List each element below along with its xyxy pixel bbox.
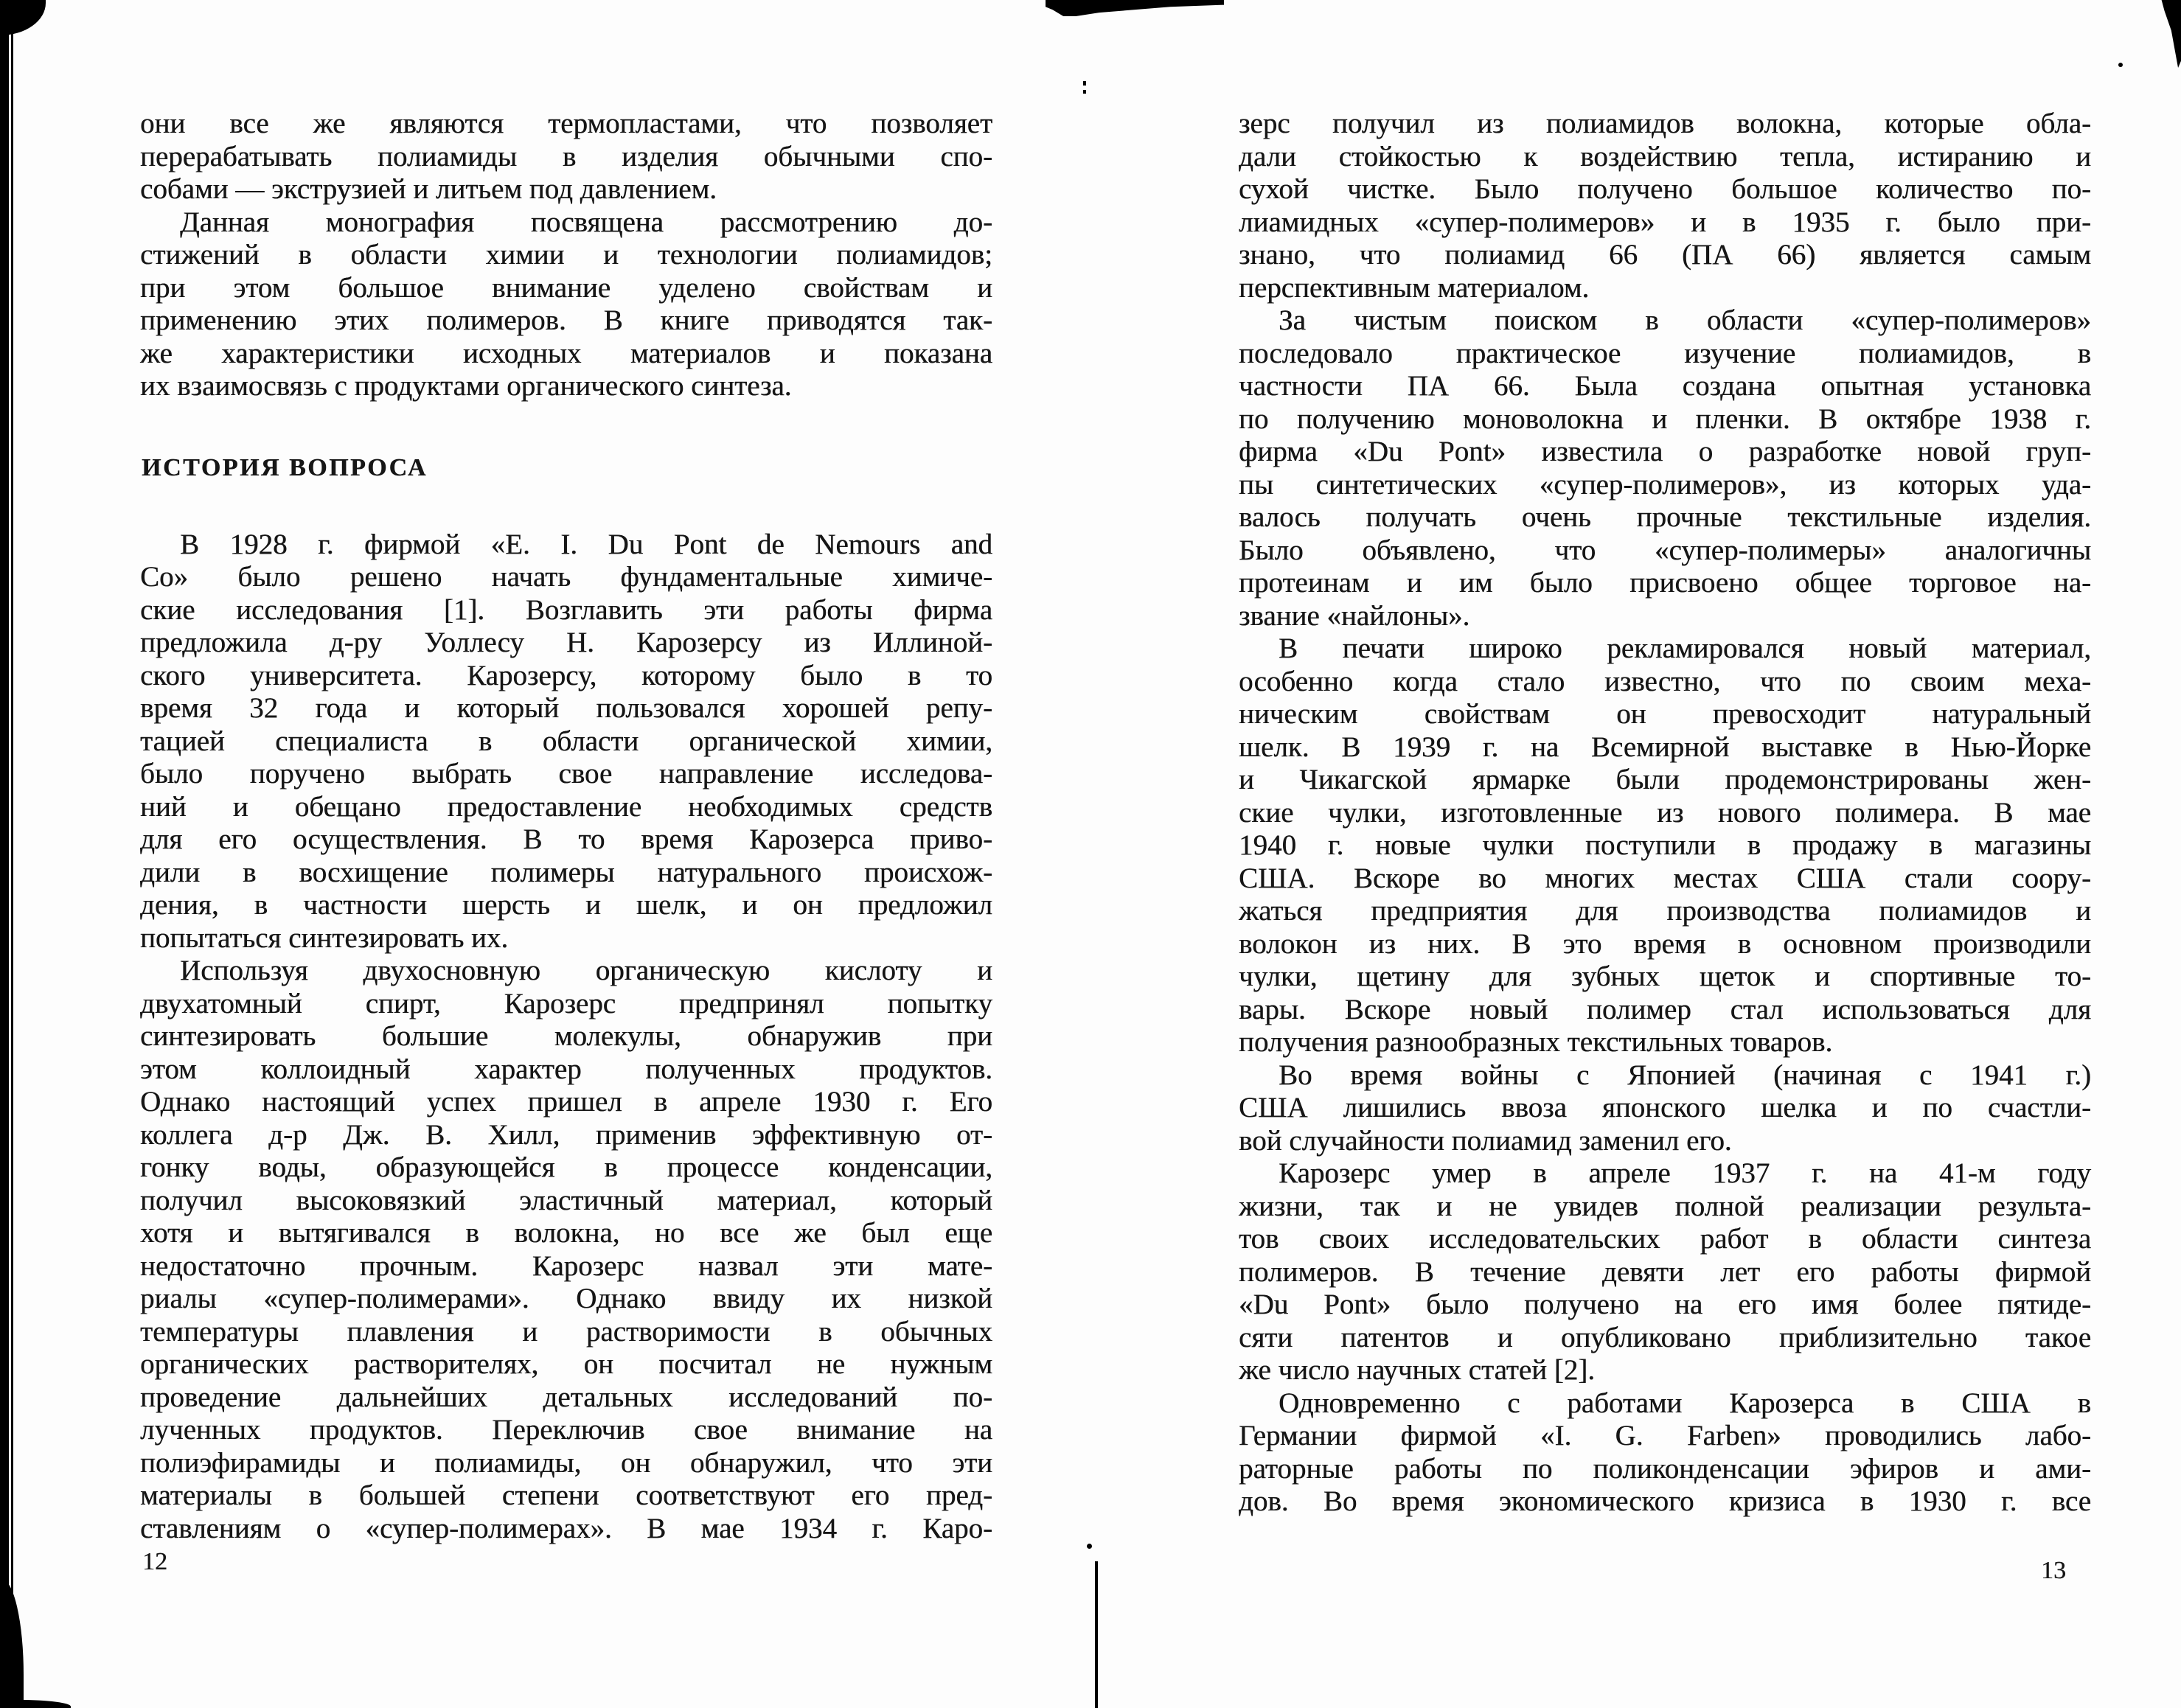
page-gutter-shadow-top [1046, 0, 1224, 16]
text-line: дали стойкостью к воздействию тепла, истиранию и [1239, 140, 2091, 172]
text-line: тацией специалиста в области органической химии, [140, 725, 992, 757]
text-line: гонку воды, образующейся в процессе конденсации, [140, 1151, 992, 1183]
text-line: В печати широко рекламировался новый материал, [1279, 632, 2091, 664]
scan-edge-left-line [11, 29, 13, 1673]
text-line: органических растворителях, он посчитал не нужным [140, 1348, 992, 1380]
paragraph [1239, 632, 2091, 1059]
paragraph [1239, 304, 2091, 632]
text-line: двухатомный спирт, Карозерс предпринял попытку [140, 987, 992, 1019]
text-line: последовало практическое изучение полиамидов, в [1239, 337, 2091, 369]
paragraph [140, 108, 992, 206]
text-line: этом коллоидный характер полученных продуктов. [140, 1053, 992, 1085]
text-line: полиэфирамиды и полиамиды, он обнаружил, что эти [140, 1446, 992, 1479]
text-line: ские исследования [1]. Возглавить эти работы фирма [140, 593, 992, 626]
text-line: шелк. В 1939 г. на Всемирной выставке в Нью-Йорке [1239, 731, 2091, 763]
text-line: валось получать очень прочные текстильные изделия. [1239, 501, 2091, 533]
ink-dot [1087, 1544, 1092, 1549]
text-line: ского университета. Карозерсу, которому было в то [140, 659, 992, 691]
text-line: Данная монография посвящена рассмотрению до- [180, 206, 992, 238]
text-line: же характеристики исходных материалов и показана [140, 337, 992, 369]
text-line: Во время войны с Японией (начиная с 1941 г.) [1279, 1059, 2091, 1091]
text-line: хотя и вытягивался в волокна, но все же был еще [140, 1217, 992, 1249]
text-line: ническим свойствам он превосходит натуральный [1239, 698, 2091, 730]
text-line: За чистым поиском в области «супер-полимеров» [1279, 304, 2091, 336]
text-line: риалы «супер-полимерами». Однако ввиду их низкой [140, 1283, 992, 1314]
text-line: материалы в большей степени соответствуют его пред- [140, 1479, 992, 1511]
text-line: знано, что полиамид 66 (ПА 66) является самым [1239, 239, 2091, 271]
text-line: попытаться синтезировать их. [140, 921, 509, 954]
text-line: полимеров. В течение девяти лет его работы фирмой [1239, 1255, 2091, 1288]
text-line: особенно когда стало известно, что по своим меха- [1239, 665, 2091, 697]
left-page-text-column [140, 108, 992, 1545]
section-heading: ИСТОРИЯ ВОПРОСА [142, 453, 428, 481]
text-line: получения разнообразных текстильных товаров. [1239, 1026, 1833, 1058]
text-line: тов своих исследовательских работ в области синтеза [1239, 1223, 2091, 1255]
scan-corner-bottom-left [0, 1579, 24, 1708]
text-line: зерс получил из полиамидов волокна, которые обла- [1239, 108, 2091, 139]
text-line: США. Вскоре во многих местах США стали соору- [1239, 862, 2091, 894]
text-line: жизни, так и не увидев полной реализации результа- [1239, 1190, 2091, 1222]
scan-streak-top-right [2157, 0, 2181, 68]
text-line: лиамидных «супер-полимеров» и в 1935 г. было при- [1239, 206, 2091, 238]
text-line: по получению моноволокна и пленки. В октябре 1938 г. [1239, 402, 2091, 435]
text-line: протеинам и им было присвоено общее торговое на- [1239, 567, 2091, 599]
text-line: чулки, щетину для зубных щеток и спортивные то- [1239, 961, 2091, 992]
text-line: частности ПА 66. Была создана опытная установка [1239, 370, 2091, 402]
paragraph [1239, 1059, 2091, 1158]
text-line: Было объявлено, что «супер-полимеры» аналогичны [1239, 534, 2091, 566]
text-line: жаться предприятия для производства полиамидов и [1239, 895, 2091, 927]
text-line: пы синтетических «супер-полимеров», из которых уда- [1239, 468, 2091, 501]
text-line: было поручено выбрать свое направление исследова- [140, 758, 992, 789]
text-line: В 1928 г. фирмой «E. I. Du Pont de Nemours and [180, 528, 992, 560]
text-line: сяти патентов и опубликовано приблизительно такое [1239, 1321, 2091, 1353]
text-line: лученных продуктов. Переключив свое внимание на [140, 1414, 992, 1446]
page-number-left: 12 [142, 1548, 167, 1575]
paragraph [1239, 108, 2091, 304]
text-line: волокон из них. В это время в основном производили [1239, 927, 2091, 960]
text-line: Однако настоящий успех пришел в апреле 1930 г. Его [140, 1086, 992, 1118]
text-line: Используя двухосновную органическую кислоту и [180, 955, 992, 986]
page-gutter-line-bottom [1095, 1561, 1098, 1708]
text-line: вары. Вскоре новый полимер стал использоваться для [1239, 993, 2091, 1025]
text-line: Карозерс умер в апреле 1937 г. на 41-м году [1279, 1157, 2091, 1189]
ink-dot [2118, 63, 2123, 67]
text-line: ские чулки, изготовленные из нового полимера. В мае [1239, 796, 2091, 829]
text-line: стижений в области химии и технологии полиамидов; [140, 239, 992, 271]
gutter-speck [1083, 81, 1086, 86]
text-line: синтезировать большие молекулы, обнаружив при [140, 1020, 992, 1052]
text-line: Германии фирмой «I. G. Farben» проводились лабо- [1239, 1420, 2091, 1451]
text-line: звание «найлоны». [1239, 599, 1470, 632]
scan-corner-bottom-left-foot [0, 1700, 71, 1708]
text-line: проведение дальнейших детальных исследований по- [140, 1381, 992, 1413]
text-line: предложила д-ру Уоллесу Н. Карозерсу из Иллиной- [140, 627, 992, 658]
text-line: Одновременно с работами Карозерса в США в [1279, 1387, 2091, 1419]
text-line: раторные работы по поликонденсации эфиров и ами- [1239, 1452, 2091, 1485]
text-line: «Du Pont» было получено на его имя более пятиде- [1239, 1289, 2091, 1320]
text-line: они все же являются термопластами, что позволяет [140, 108, 992, 139]
text-line: коллега д-р Дж. В. Хилл, применив эффективную от- [140, 1118, 992, 1151]
text-line: и Чикагской ярмарке были продемонстрированы жен- [1239, 764, 2091, 795]
paragraph [140, 206, 992, 403]
text-line: их взаимосвязь с продуктами органического синтеза. [140, 370, 792, 402]
text-line: при этом большое внимание уделено свойствам и [140, 271, 992, 304]
text-line: фирма «Du Pont» известила о разработке новой груп- [1239, 436, 2091, 467]
right-page-text-column [1239, 108, 2091, 1519]
text-line: дов. Во время экономического кризиса в 1930 г. все [1239, 1485, 2091, 1517]
text-line: для его осуществления. В то время Карозерса приво- [140, 823, 992, 855]
paragraph [1239, 1157, 2091, 1387]
text-line: перерабатывать полиамиды в изделия обычными спо- [140, 140, 992, 172]
text-line: применению этих полимеров. В книге приводятся так- [140, 304, 992, 336]
text-line: США лишились ввоза японского шелка и по счастли- [1239, 1092, 2091, 1123]
text-line: Co» было решено начать фундаментальные химиче- [140, 561, 992, 593]
scan-corner-top-left [0, 0, 46, 35]
text-line: получил высоковязкий эластичный материал, который [140, 1184, 992, 1216]
text-line: собами — экструзией и литьем под давлением. [140, 173, 717, 205]
text-line: сухой чистке. Было получено большое количество по- [1239, 173, 2091, 205]
text-line: же число научных статей [2]. [1239, 1354, 1595, 1386]
text-line: дили в восхищение полимеры натурального происхож- [140, 856, 992, 888]
text-line: вой случайности полиамид заменил его. [1239, 1124, 1732, 1157]
page-number-right: 13 [2041, 1557, 2066, 1584]
text-line: дения, в частности шерсть и шелк, и он предложил [140, 889, 992, 921]
text-line: недостаточно прочным. Карозерс назвал эти мате- [140, 1249, 992, 1282]
text-line: ставлениям о «супер-полимерах». В мае 1934 г. Каро- [140, 1512, 992, 1544]
text-line: перспективным материалом. [1239, 271, 1590, 304]
text-line: время 32 года и который пользовался хорошей репу- [140, 692, 992, 724]
scan-edge-left-bar [0, 0, 9, 1708]
text-line: температуры плавления и растворимости в обычных [140, 1315, 992, 1348]
paragraph [140, 955, 992, 1545]
gutter-speck [1083, 90, 1086, 94]
text-line: ний и обещано предоставление необходимых средств [140, 790, 992, 823]
paragraph [1239, 1387, 2091, 1519]
paragraph [140, 529, 992, 955]
text-line: 1940 г. новые чулки поступили в продажу в магазины [1239, 829, 2091, 861]
